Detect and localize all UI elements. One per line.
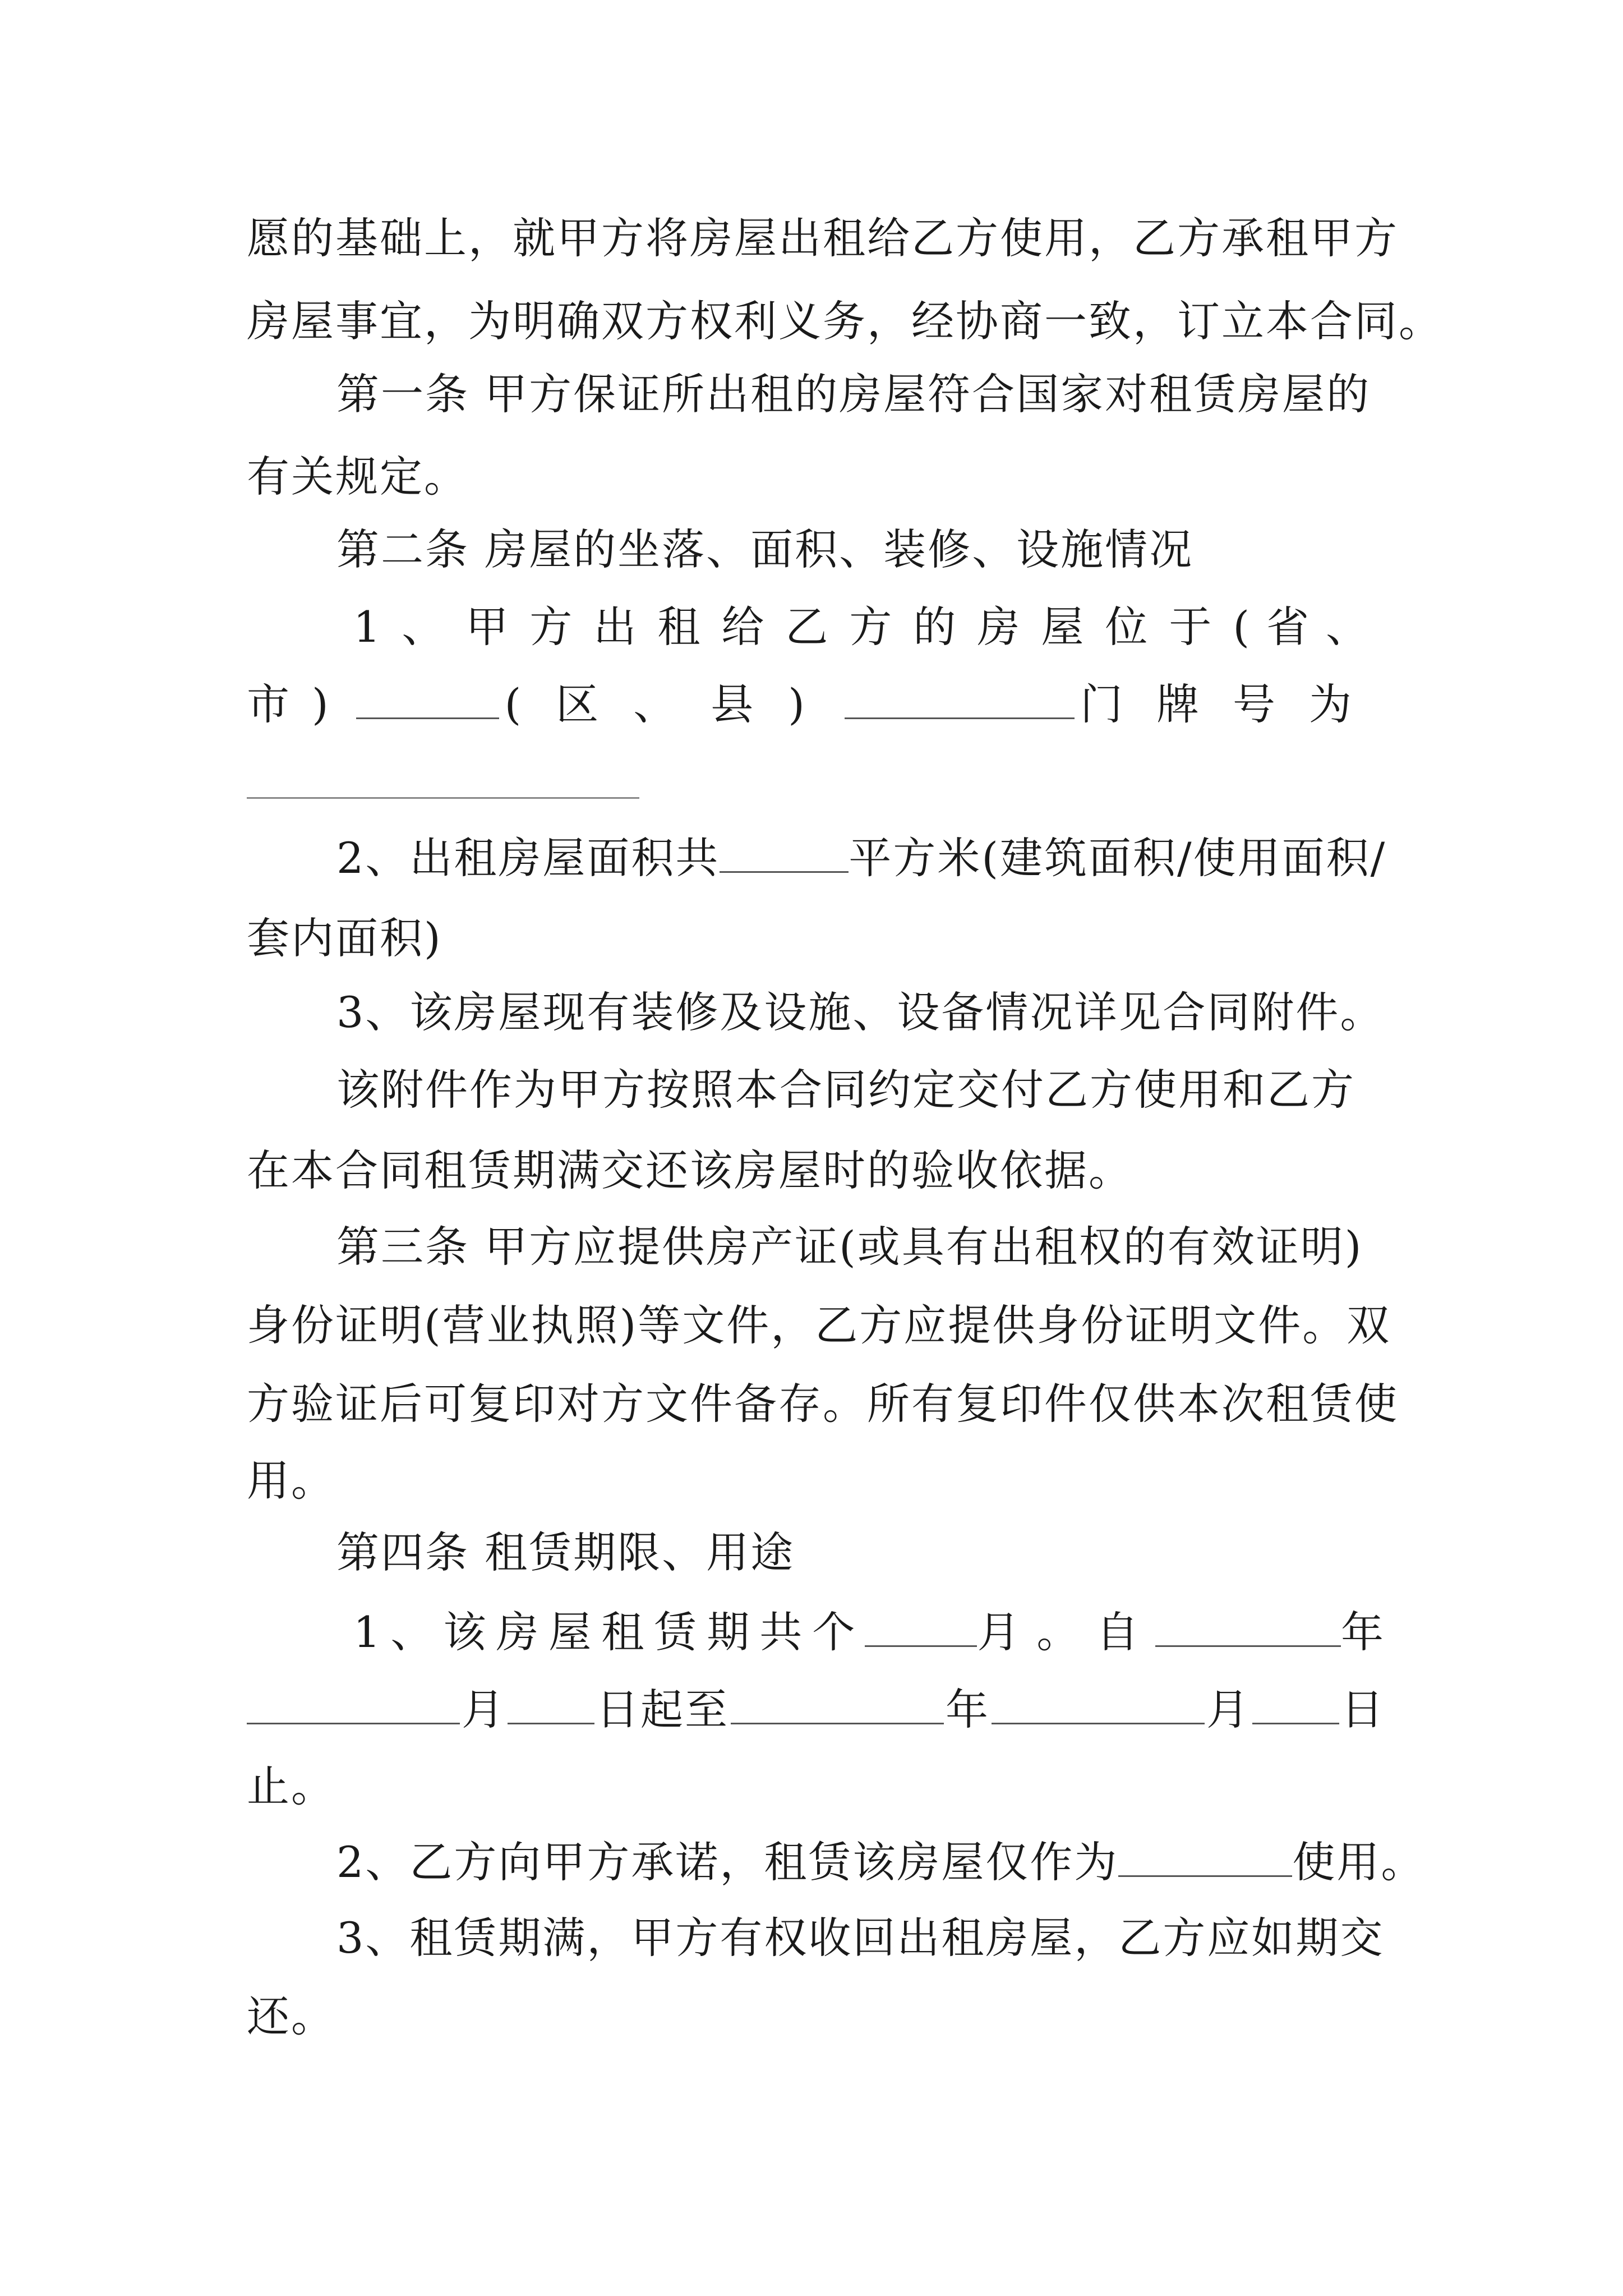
lease-term-label: 1、该房屋租赁期共个 xyxy=(353,1607,865,1657)
article2-item2-line1 xyxy=(336,830,1385,886)
article2-title: 第二条 房屋的坐落、面积、装修、设施情况 xyxy=(336,524,1194,574)
start-month-blank[interactable] xyxy=(247,1683,460,1724)
start-day-to-label: 日起至 xyxy=(596,1685,729,1734)
article4-title: 第四条 租赁期限、用途 xyxy=(336,1527,795,1577)
city-label: 市) xyxy=(247,679,351,729)
attachment-line1: 该附件作为甲方按照本合同约定交付乙方使用和乙方 xyxy=(336,1065,1355,1115)
article4-item1-line3: 止。 xyxy=(247,1761,335,1811)
article2-item1-label: 1、甲方出租给乙方的房屋位于 xyxy=(353,602,1233,652)
article3-line1: 第三条 甲方应提供房产证(或具有出租权的有效证明) xyxy=(336,1222,1363,1272)
end-day-blank[interactable] xyxy=(1252,1683,1339,1724)
area-label: 2、出租房屋面积共 xyxy=(336,833,720,883)
city-blank[interactable] xyxy=(356,678,499,719)
article4-item3-line2: 还。 xyxy=(247,1991,335,2041)
start-year-blank[interactable] xyxy=(1155,1606,1341,1647)
house-number-label: 门牌号为 xyxy=(1080,679,1385,729)
area-blank[interactable] xyxy=(720,832,849,873)
area-unit-label: 平方米(建筑面积/使用面积/ xyxy=(849,833,1387,883)
article3-line4: 用。 xyxy=(247,1456,335,1506)
article4-item1-line2 xyxy=(247,1682,1385,1738)
article3-line3: 方验证后可复印对方文件备存。所有复印件仅供本次租赁使 xyxy=(247,1379,1399,1429)
para1-line2: 房屋事宜，为明确双方权利义务，经协商一致，订立本合同。 xyxy=(247,296,1443,346)
months-blank[interactable] xyxy=(865,1606,977,1647)
end-year-label: 年 xyxy=(946,1685,990,1734)
use-label: 2、乙方向甲方承诺，租赁该房屋仅作为 xyxy=(336,1837,1119,1887)
use-suffix-label: 使用。 xyxy=(1292,1837,1426,1887)
article4-item2 xyxy=(336,1834,1426,1890)
article2-item1-line1 xyxy=(353,599,1385,655)
district-blank[interactable] xyxy=(845,678,1075,719)
end-month-blank[interactable] xyxy=(992,1683,1205,1724)
article2-item2-line2: 套内面积) xyxy=(247,913,442,963)
article2-item1-line2 xyxy=(247,677,1385,733)
start-day-blank[interactable] xyxy=(508,1683,594,1724)
province-city-label: (省、 xyxy=(1233,602,1386,652)
month-from-label: 月。自 xyxy=(977,1607,1156,1657)
end-year-blank[interactable] xyxy=(731,1683,944,1724)
end-day-label: 日 xyxy=(1341,1685,1385,1734)
district-county-label: (区、县) xyxy=(504,679,840,729)
article3-line2: 身份证明(营业执照)等文件，乙方应提供身份证明文件。双 xyxy=(247,1300,1391,1350)
para1-line1: 愿的基础上，就甲方将房屋出租给乙方使用，乙方承租甲方 xyxy=(247,213,1399,263)
end-month-label: 月 xyxy=(1206,1685,1251,1734)
article1-line2: 有关规定。 xyxy=(247,452,468,501)
article2-item3: 3、该房屋现有装修及设施、设备情况详见合同附件。 xyxy=(336,987,1385,1037)
article1-line1: 第一条 甲方保证所出租的房屋符合国家对租赁房屋的 xyxy=(336,369,1371,419)
article4-item3-line1: 3、租赁期满，甲方有权收回出租房屋，乙方应如期交 xyxy=(336,1913,1385,1963)
house-number-blank[interactable] xyxy=(247,797,639,799)
start-month-label: 月 xyxy=(462,1685,506,1734)
use-blank[interactable] xyxy=(1118,1836,1292,1877)
article4-item1-line1 xyxy=(353,1604,1385,1660)
attachment-line2: 在本合同租赁期满交还该房屋时的验收依据。 xyxy=(247,1145,1133,1195)
start-year-label: 年 xyxy=(1341,1607,1385,1657)
